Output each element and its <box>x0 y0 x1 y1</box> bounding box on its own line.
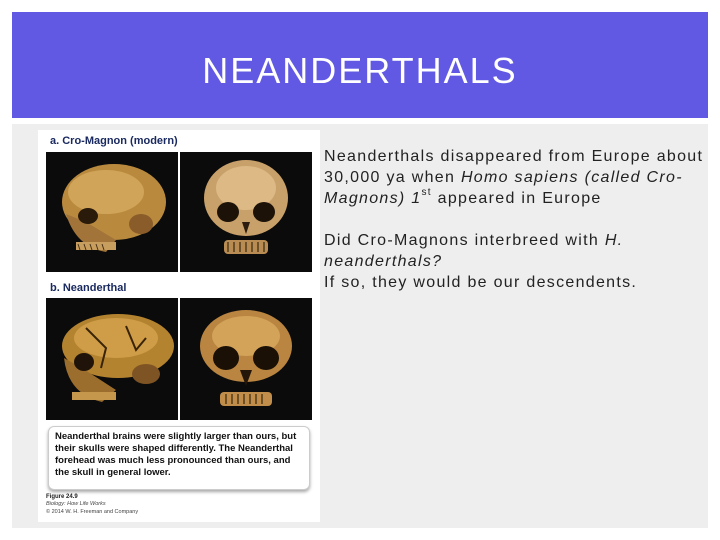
figure-label-cro-magnon: a. Cro-Magnon (modern) <box>50 135 178 147</box>
cro-magnon-front-image <box>180 152 312 272</box>
figure-book-title: Biology: How Life Works <box>46 501 106 507</box>
neanderthal-front-photo <box>180 298 312 420</box>
paragraph-interbreed <box>324 230 706 293</box>
paragraph-disappearance <box>324 146 706 209</box>
p1-text-1: Neanderthals disappeared from Europe about 30,000 ya when <box>324 148 704 186</box>
p2-text-1: Did Cro-Magnons interbreed with <box>324 232 600 249</box>
p1-text-3: appeared in Europe <box>437 190 602 207</box>
title-bar <box>12 12 708 118</box>
p1-superscript: st <box>421 187 432 198</box>
paragraph-gap <box>324 209 706 230</box>
body-text <box>324 146 706 293</box>
figure-label-neanderthal: b. Neanderthal <box>50 282 127 294</box>
skull-comparison-figure <box>38 130 320 522</box>
figure-copyright: © 2014 W. H. Freeman and Company <box>46 509 139 515</box>
figure-number: Figure 24.9 <box>46 494 78 500</box>
slide-title: NEANDERTHALS <box>202 50 518 91</box>
p1-text-2: (called Cro-Magnons) 1 <box>324 169 683 207</box>
neanderthal-side-photo <box>46 298 178 420</box>
cro-magnon-front-photo <box>180 152 312 272</box>
p2-species: H. neanderthals? <box>324 232 624 270</box>
neanderthal-front-image <box>180 298 312 420</box>
cro-magnon-side-photo <box>46 152 178 272</box>
p2-line-2: If so, they would be our descendents. <box>324 274 638 291</box>
cro-magnon-side-image <box>46 152 178 272</box>
neanderthal-side-image <box>46 298 178 420</box>
p1-species: Homo sapiens <box>460 169 579 186</box>
figure-caption: Neanderthal brains were slightly larger than ours, but their skulls were shaped differently. The Neanderthal forehead was much less pronounced than ours, and the skull in general lower. <box>48 426 310 490</box>
